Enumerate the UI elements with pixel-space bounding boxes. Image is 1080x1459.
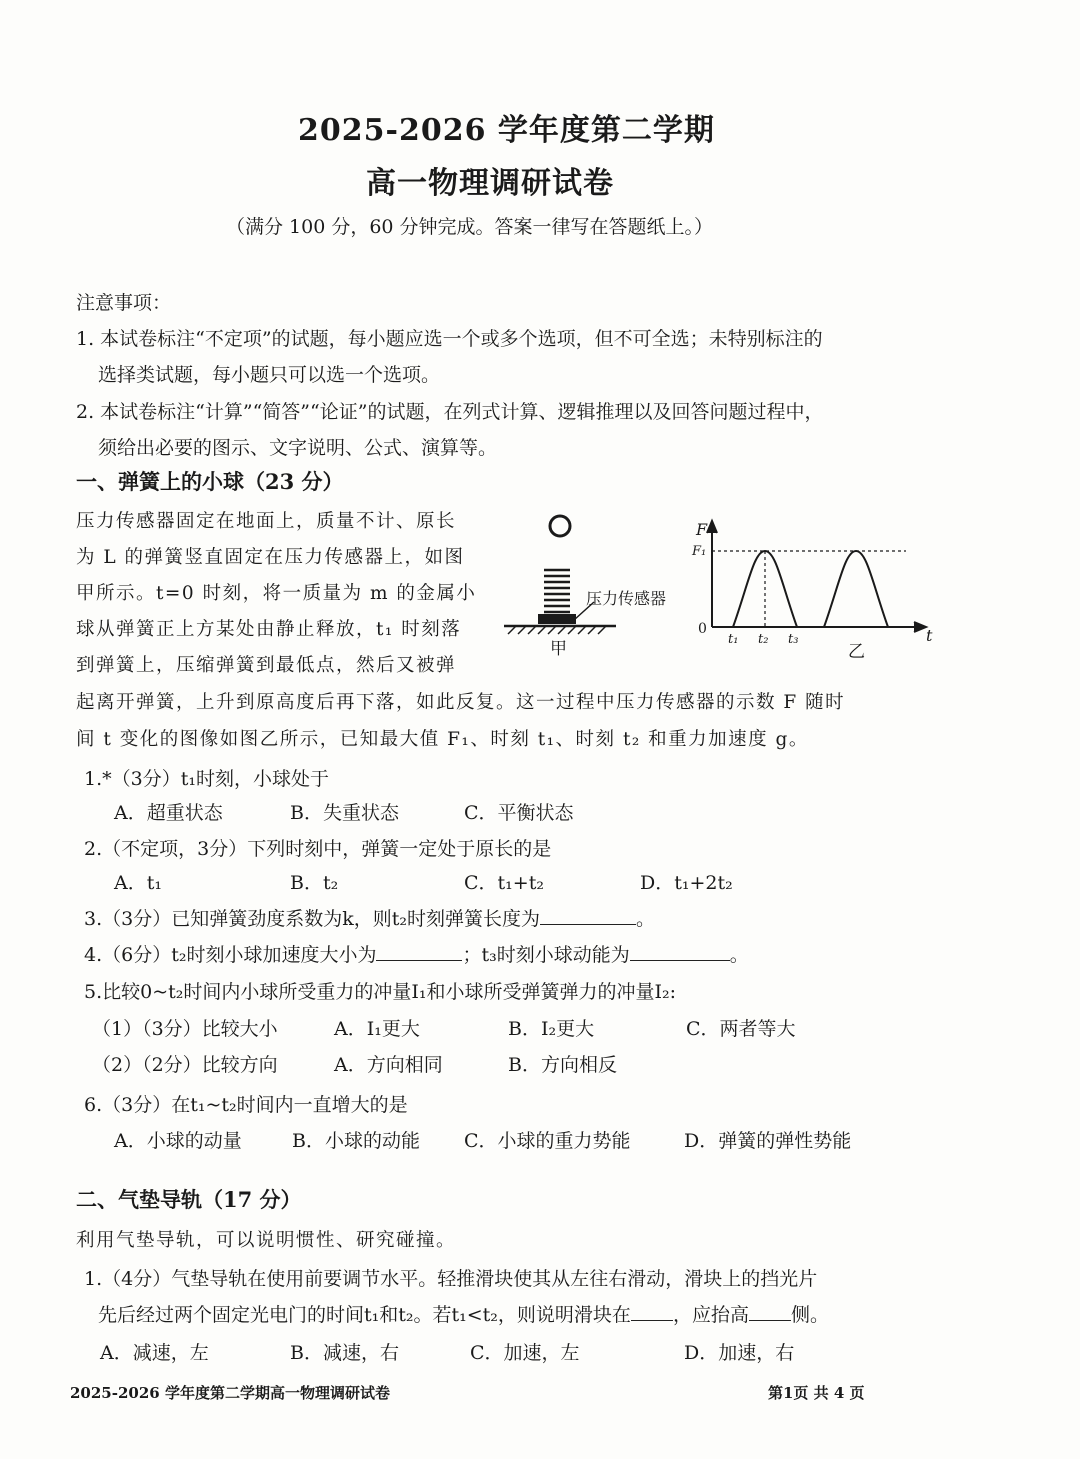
q1-option-b[interactable]: B．失重状态 (290, 802, 399, 824)
q4-mid: ；t₃时刻小球动能为 (462, 944, 630, 966)
x-tick-t3: t₃ (788, 632, 799, 647)
intro-line: 甲所示。t=0 时刻，将一质量为 m 的金属小 (76, 583, 477, 604)
q2-option-b[interactable]: B．t₂ (290, 872, 339, 894)
x-tick-t1: t₁ (728, 632, 739, 647)
intro-line: 为 L 的弹簧竖直固定在压力传感器上，如图 (76, 547, 465, 568)
q1-option-c[interactable]: C．平衡状态 (464, 802, 574, 824)
footer-left: 2025-2026 学年度第二学期高一物理调研试卷 (70, 1384, 390, 1402)
q3-answer-blank[interactable] (540, 906, 636, 925)
q5-part2-label: （2）（2分）比较方向 (92, 1054, 278, 1076)
footer-page-number: 第1页 共 4 页 (768, 1384, 865, 1402)
intro-line: 压力传感器固定在地面上，质量不计、原长 (76, 511, 457, 532)
q5-part1-option-c[interactable]: C．两者等大 (686, 1018, 796, 1040)
exam-title-line2: 高一物理调研试卷 (366, 166, 614, 201)
q3-stem: 3.（3分）已知弹簧劲度系数为k，则t₂时刻弹簧长度为 (84, 908, 540, 930)
s2-q1-line1: 1.（4分）气垫导轨在使用前要调节水平。轻推滑块使其从左往右滑动，滑块上的挡光片 (84, 1268, 818, 1290)
q6-option-c[interactable]: C．小球的重力势能 (464, 1130, 631, 1152)
intro-line: 到弹簧上，压缩弹簧到最低点，然后又被弹 (76, 655, 457, 676)
intro-line: 间 t 变化的图像如图乙所示，已知最大值 F₁、时刻 t₁、时刻 t₂ 和重力加速度 g。 (76, 729, 809, 750)
s2-q1-line2 (98, 1300, 829, 1327)
s2-q1-line2-part-b: ，应抬高 (672, 1304, 749, 1326)
exam-title-line1: 2025-2026 学年度第二学期 (298, 113, 715, 148)
intro-line: 起离开弹簧，上升到原高度后再下落，如此反复。这一过程中压力传感器的示数 F 随时 (76, 692, 846, 713)
q2-option-a[interactable]: A．t₁ (114, 872, 162, 894)
q2-stem: 2.（不定项，3分）下列时刻中，弹簧一定处于原长的是 (84, 838, 552, 860)
exam-subtitle: （满分 100 分，60 分钟完成。答案一律写在答题纸上。） (226, 216, 714, 238)
q5-part1-label: （1）（3分）比较大小 (92, 1018, 278, 1040)
figure-jia-spring-sensor (498, 506, 688, 656)
q1-option-a[interactable]: A．超重状态 (114, 802, 223, 824)
y-axis-label: F (696, 520, 708, 539)
x-tick-t2: t₂ (758, 632, 769, 647)
section1-heading: 一、弹簧上的小球（23 分） (76, 469, 344, 494)
s2-q1-option-b[interactable]: B．减速，右 (290, 1342, 399, 1364)
x-axis-arrow (914, 622, 926, 632)
q5-part2-option-b[interactable]: B．方向相反 (508, 1054, 617, 1076)
sensor-label: 压力传感器 (586, 589, 667, 608)
intro-line: 球从弹簧正上方某处由静止释放，t₁ 时刻落 (76, 619, 462, 640)
note-1-line1: 1. 本试卷标注“不定项”的试题，每小题应选一个或多个选项，但不可全选；未特别标注的 (76, 328, 823, 350)
note-2-line2: 须给出必要的图示、文字说明、公式、演算等。 (98, 437, 498, 459)
s2-q1-answer-blank-1[interactable] (631, 1302, 673, 1321)
q6-option-d[interactable]: D．弹簧的弹性势能 (684, 1130, 852, 1152)
s2-q1-answer-blank-2[interactable] (749, 1302, 791, 1321)
pressure-sensor-block (538, 614, 576, 624)
q4-stem: 4.（6分）t₂时刻小球加速度大小为 (84, 944, 377, 966)
section2-heading: 二、气垫导轨（17 分） (76, 1187, 302, 1212)
q3-end: 。 (635, 908, 655, 930)
q5-part1-option-a[interactable]: A．I₁更大 (334, 1018, 420, 1040)
origin-label: 0 (698, 621, 707, 637)
note-2-line1: 2. 本试卷标注“计算”“简答”“论证”的试题，在列式计算、逻辑推理以及回答问题过程中， (76, 401, 824, 423)
q6-option-b[interactable]: B．小球的动能 (292, 1130, 420, 1152)
force-curve-pulse-2 (824, 551, 888, 627)
ball-icon (550, 516, 570, 536)
section2-intro: 利用气垫导轨，可以说明惯性、研究碰撞。 (76, 1230, 457, 1251)
q5-part1-option-b[interactable]: B．I₂更大 (508, 1018, 595, 1040)
figure-yi-caption: 乙 (848, 642, 865, 662)
q4-end: 。 (729, 944, 749, 966)
s2-q1-option-d[interactable]: D．加速，右 (684, 1342, 795, 1364)
q4-line (84, 940, 749, 967)
note-1-line2: 选择类试题，每小题只可以选一个选项。 (98, 364, 441, 386)
q3-line (84, 904, 655, 931)
q2-option-c[interactable]: C．t₁+t₂ (464, 872, 544, 894)
q6-option-a[interactable]: A．小球的动量 (114, 1130, 242, 1152)
q4-answer-blank-2[interactable] (630, 942, 730, 961)
s2-q1-line2-part-a: 先后经过两个固定光电门的时间t₁和t₂。若t₁<t₂，则说明滑块在 (98, 1304, 631, 1326)
y-axis-arrow (707, 521, 717, 533)
q2-option-d[interactable]: D．t₁+2t₂ (640, 872, 733, 894)
q6-stem: 6.（3分）在t₁~t₂时间内一直增大的是 (84, 1094, 408, 1116)
q4-answer-blank-1[interactable] (376, 942, 462, 961)
y-tick-f1: F₁ (692, 544, 707, 559)
spring-icon (544, 570, 570, 612)
figure-yi-force-time-graph (688, 515, 938, 665)
s2-q1-option-a[interactable]: A．减速，左 (100, 1342, 209, 1364)
s2-q1-line2-part-c: 侧。 (790, 1304, 829, 1326)
q1-stem: 1.*（3分）t₁时刻，小球处于 (84, 768, 329, 790)
x-axis-label: t (926, 626, 933, 645)
q5-stem: 5.比较0~t₂时间内小球所受重力的冲量I₁和小球所受弹簧弹力的冲量I₂: (84, 981, 677, 1003)
s2-q1-option-c[interactable]: C．加速，左 (470, 1342, 580, 1364)
q5-part2-option-a[interactable]: A．方向相同 (334, 1054, 443, 1076)
figure-jia-caption: 甲 (550, 639, 567, 656)
notes-heading: 注意事项： (76, 292, 172, 314)
